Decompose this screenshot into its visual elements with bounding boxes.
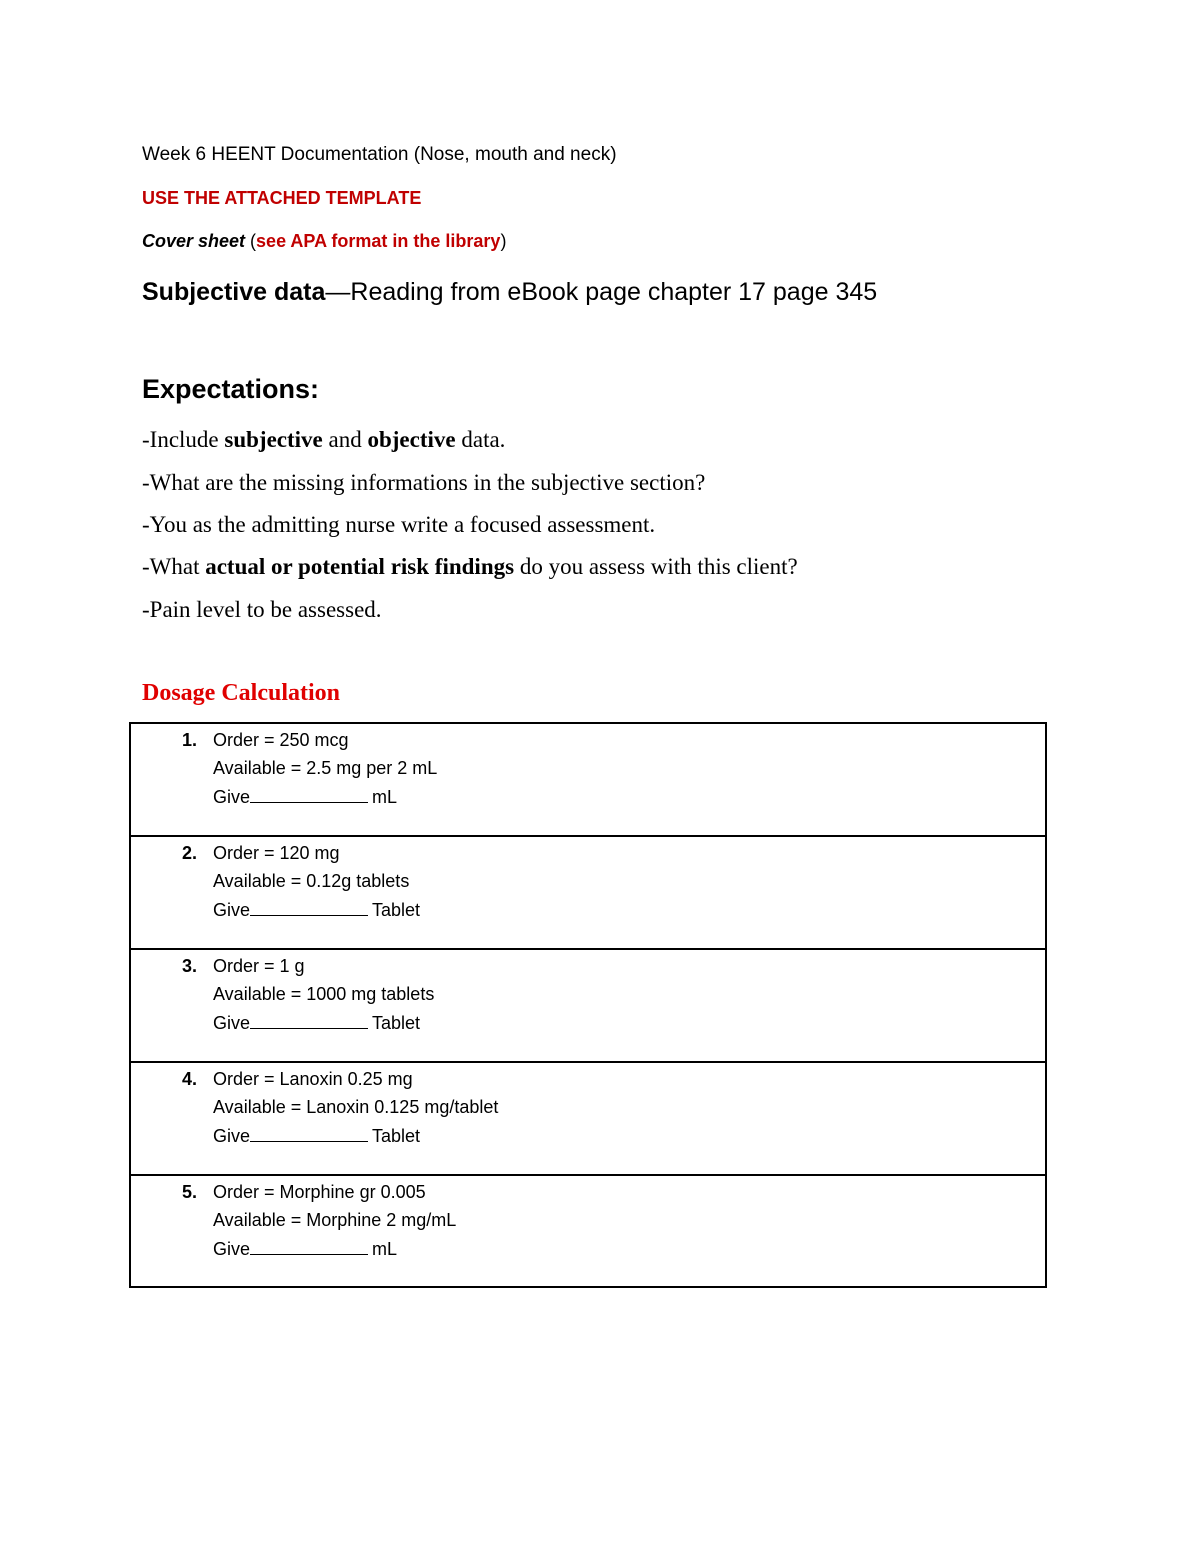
give-unit: Tablet xyxy=(372,1013,421,1033)
answer-blank[interactable] xyxy=(250,1125,368,1142)
give-line xyxy=(213,786,397,808)
subjective-reading: —Reading from eBook page chapter 17 page 345 xyxy=(325,278,878,306)
expectation-item-4 xyxy=(142,554,798,580)
order-line: Order = 120 mg xyxy=(213,843,340,863)
answer-blank[interactable] xyxy=(250,1238,368,1255)
give-line xyxy=(213,1125,420,1147)
give-unit: mL xyxy=(372,1239,398,1259)
order-line: Order = Lanoxin 0.25 mg xyxy=(213,1069,413,1089)
problem-number: 3. xyxy=(181,956,197,976)
give-line xyxy=(213,1012,420,1034)
subjective-label: Subjective data xyxy=(142,278,326,306)
dosage-problem-3 xyxy=(131,950,1045,1063)
expectation-item-3: -You as the admitting nurse write a focused assessment. xyxy=(142,512,656,537)
dosage-table xyxy=(129,722,1047,1288)
dosage-problem-1 xyxy=(131,724,1045,837)
available-line: Available = 2.5 mg per 2 mL xyxy=(213,758,438,778)
available-line: Available = Lanoxin 0.125 mg/tablet xyxy=(213,1097,499,1117)
give-unit: mL xyxy=(372,787,398,807)
answer-blank[interactable] xyxy=(250,899,368,916)
dosage-problem-4 xyxy=(131,1063,1045,1176)
exp1-objective: objective xyxy=(367,427,456,452)
give-label: Give xyxy=(213,1013,251,1033)
exp4-risk-findings: actual or potential risk findings xyxy=(205,554,515,579)
expectation-item-5: -Pain level to be assessed. xyxy=(142,597,382,622)
exp4-text-c: do you assess with this client? xyxy=(514,554,798,579)
exp1-text-c: and xyxy=(322,427,368,452)
document-title: Week 6 HEENT Documentation (Nose, mouth and neck) xyxy=(142,144,617,165)
problem-number: 5. xyxy=(181,1182,197,1202)
exp1-text-a: -Include xyxy=(142,427,225,452)
give-unit: Tablet xyxy=(372,900,421,920)
available-line: Available = 0.12g tablets xyxy=(213,871,410,891)
available-line: Available = 1000 mg tablets xyxy=(213,984,435,1004)
problem-number: 2. xyxy=(181,843,197,863)
answer-blank[interactable] xyxy=(250,1012,368,1029)
give-unit: Tablet xyxy=(372,1126,421,1146)
expectation-item-1 xyxy=(142,427,505,453)
give-label: Give xyxy=(213,900,251,920)
exp1-subjective: subjective xyxy=(224,427,323,452)
give-line xyxy=(213,899,420,921)
subjective-data-line xyxy=(142,278,877,307)
template-instruction: USE THE ATTACHED TEMPLATE xyxy=(142,188,422,208)
give-label: Give xyxy=(213,787,251,807)
cover-sheet-line xyxy=(142,231,506,252)
problem-number: 4. xyxy=(181,1069,197,1089)
answer-blank[interactable] xyxy=(250,786,368,803)
expectations-heading: Expectations: xyxy=(142,374,320,404)
give-label: Give xyxy=(213,1126,251,1146)
dosage-problem-2 xyxy=(131,837,1045,950)
dosage-problem-5 xyxy=(131,1176,1045,1286)
dosage-calculation-title: Dosage Calculation xyxy=(142,680,340,706)
expectation-item-2: -What are the missing informations in the subjective section? xyxy=(142,470,706,495)
problem-number: 1. xyxy=(181,730,197,750)
cover-close-paren: ) xyxy=(500,231,507,251)
available-line: Available = Morphine 2 mg/mL xyxy=(213,1210,457,1230)
apa-note: see APA format in the library xyxy=(256,231,501,251)
order-line: Order = Morphine gr 0.005 xyxy=(213,1182,426,1202)
give-line xyxy=(213,1238,397,1260)
order-line: Order = 250 mcg xyxy=(213,730,349,750)
exp4-text-a: -What xyxy=(142,554,206,579)
exp1-text-e: data. xyxy=(455,427,506,452)
cover-open-paren: ( xyxy=(245,231,257,251)
cover-sheet-label: Cover sheet xyxy=(142,231,246,251)
give-label: Give xyxy=(213,1239,251,1259)
order-line: Order = 1 g xyxy=(213,956,305,976)
